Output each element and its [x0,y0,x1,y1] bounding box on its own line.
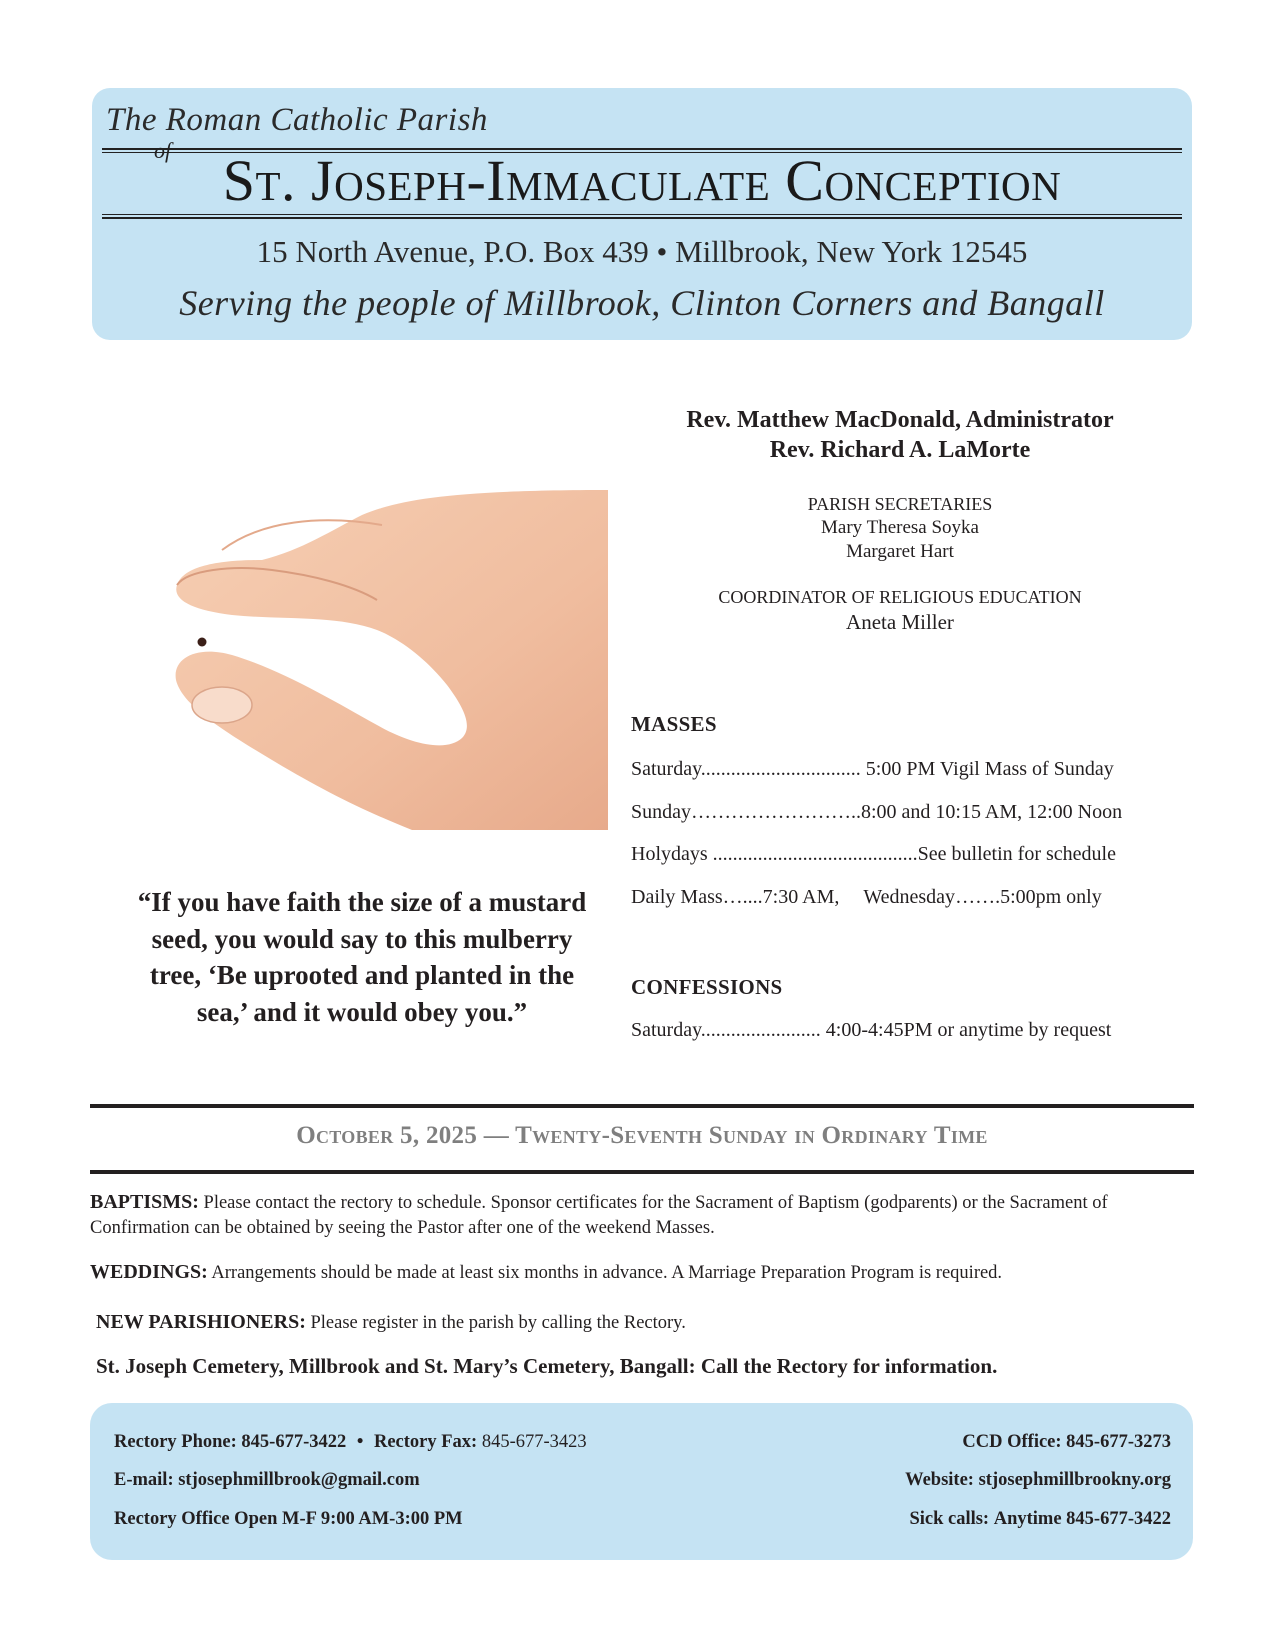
footer-website [905,1470,1171,1491]
notice-label: BAPTISMS: [90,1191,199,1213]
mass-day: Saturday [631,758,701,780]
mass-day: Holydays [631,843,713,865]
rectory-phone[interactable]: 845-677-3422 [241,1432,347,1452]
mass-time: 5:00 PM Vigil Mass of Sunday [865,758,1114,780]
confession-row-saturday [631,1019,1171,1042]
email-link[interactable]: stjosephmillbrook@gmail.com [178,1470,420,1490]
notice-text: Arrangements should be made at least six months in advance. A Marriage Preparation Program is required. [207,1263,1003,1283]
fax-label: Rectory Fax: [373,1432,478,1452]
secretary-2: Margaret Hart [846,541,954,562]
website-link[interactable]: stjosephmillbrookny.org [978,1470,1171,1490]
coordinator-block [620,585,1180,635]
ccd-phone[interactable]: 845-677-3273 [1066,1432,1171,1452]
liturgical-date-heading [90,1122,1194,1150]
contact-footer [90,1403,1193,1560]
notice-new-parishioners [96,1310,1200,1336]
dot-leader: ….... [722,886,763,908]
divider-bottom [90,1170,1194,1174]
parish-name-title [102,148,1182,214]
mass-time: 7:30 AM, [762,886,840,908]
mass-day: Sunday [631,801,691,823]
confessions-schedule [631,975,1171,1045]
dot-leader: …………………….. [691,801,861,823]
date-separator: — [477,1122,516,1149]
website-label: Website: [905,1470,974,1490]
ccd-label: CCD Office: [962,1432,1062,1452]
footer-email [114,1470,420,1491]
notice-weddings [90,1260,1194,1286]
header-kicker: The Roman Catholic Parish [106,102,488,138]
parish-tagline: Serving the people of Millbrook, Clinton Corners and Bangall [179,283,1105,323]
notice-label: WEDDINGS: [90,1261,208,1283]
secretaries-block [620,492,1180,564]
mass-day-wednesday: Wednesday [863,886,956,908]
bulletin-date: October 5, 2025 [296,1122,478,1149]
footer-office-hours [114,1509,463,1530]
quote-line: “If you have faith the size of a mustard [137,887,587,917]
title-of-mark: of [154,138,172,163]
dot-leader: ................................ [700,758,866,780]
pastor-2: Rev. Richard A. LaMorte [769,437,1031,463]
footer-phone-fax [114,1432,587,1453]
masses-heading: MASSES [631,712,717,736]
confession-day: Saturday [631,1019,701,1041]
mass-day: Daily Mass [631,886,723,908]
pastor-1: Rev. Matthew MacDonald, Administrator [686,407,1114,433]
header-title-block [102,138,1182,224]
mustard-seed-hand-image [162,490,608,830]
dot-leader: ........................ [700,1019,826,1041]
mass-row-saturday [631,758,1171,781]
mass-row-daily [631,886,1171,909]
masses-schedule [631,712,1171,908]
office-hours: Rectory Office Open M-F 9:00 AM-3:00 PM [114,1509,463,1529]
clergy-block [620,405,1180,465]
notice-baptisms [90,1190,1194,1241]
secretary-1: Mary Theresa Soyka [821,517,979,538]
sick-calls-phone[interactable]: Anytime 845-677-3422 [993,1509,1171,1529]
mass-time-wednesday: 5:00pm only [1000,886,1102,908]
title-main: Joseph-Immaculate Conception [311,148,1062,213]
footer-sick-calls [909,1509,1171,1530]
title-rule-bottom [102,214,1182,219]
parish-header-banner [92,88,1192,340]
quote-line: seed, you would say to this mulberry [151,923,573,954]
mass-row-sunday [631,801,1171,824]
cemetery-notice: St. Joseph Cemetery, Millbrook and St. Mary’s Cemetery, Bangall: Call the Rectory for information. [96,1354,998,1378]
bullet-separator: • [356,1432,364,1452]
quote-line: tree, ‘Be uprooted and planted in the [149,960,575,990]
notice-label: NEW PARISHIONERS: [96,1311,306,1333]
liturgical-occasion: Twenty-Seventh Sunday in Ordinary Time [515,1122,988,1149]
email-label: E-mail: [114,1470,174,1490]
notice-text: Please register in the parish by calling the Rectory. [305,1313,686,1333]
sick-calls-label: Sick calls: [909,1509,990,1529]
confession-time: 4:00-4:45PM or anytime by request [825,1019,1112,1041]
parish-address: 15 North Avenue, P.O. Box 439 • Millbrook, New York 12545 [256,234,1028,269]
confessions-heading: CONFESSIONS [631,975,783,999]
secretaries-label: PARISH SECRETARIES [807,494,993,514]
dot-leader: ......................................... [712,843,918,865]
mass-time: 8:00 and 10:15 AM, 12:00 Noon [861,801,1123,823]
notice-text: Please contact the rectory to schedule. Sponsor certificates for the Sacrament of Baptism (godparents) or the Sacrament of Confirmation can be obtained by seeing the Pastor after one of the weekend Masses. [90,1193,1108,1238]
title-prefix: St. [222,148,297,213]
dot-leader: ……. [955,886,1001,908]
quote-line: sea,’ and it would obey you.” [196,996,528,1027]
divider-top [90,1104,1194,1108]
coordinator-label: COORDINATOR OF RELIGIOUS EDUCATION [718,587,1082,607]
mass-row-holydays [631,843,1171,866]
scripture-quote [110,884,614,1030]
coordinator-name: Aneta Miller [846,610,954,634]
rectory-fax: 845-677-3423 [481,1432,587,1452]
hand-illustration-icon [162,490,608,830]
footer-ccd [962,1432,1171,1453]
mass-time: See bulletin for schedule [917,843,1116,865]
phone-label: Rectory Phone: [114,1432,237,1452]
